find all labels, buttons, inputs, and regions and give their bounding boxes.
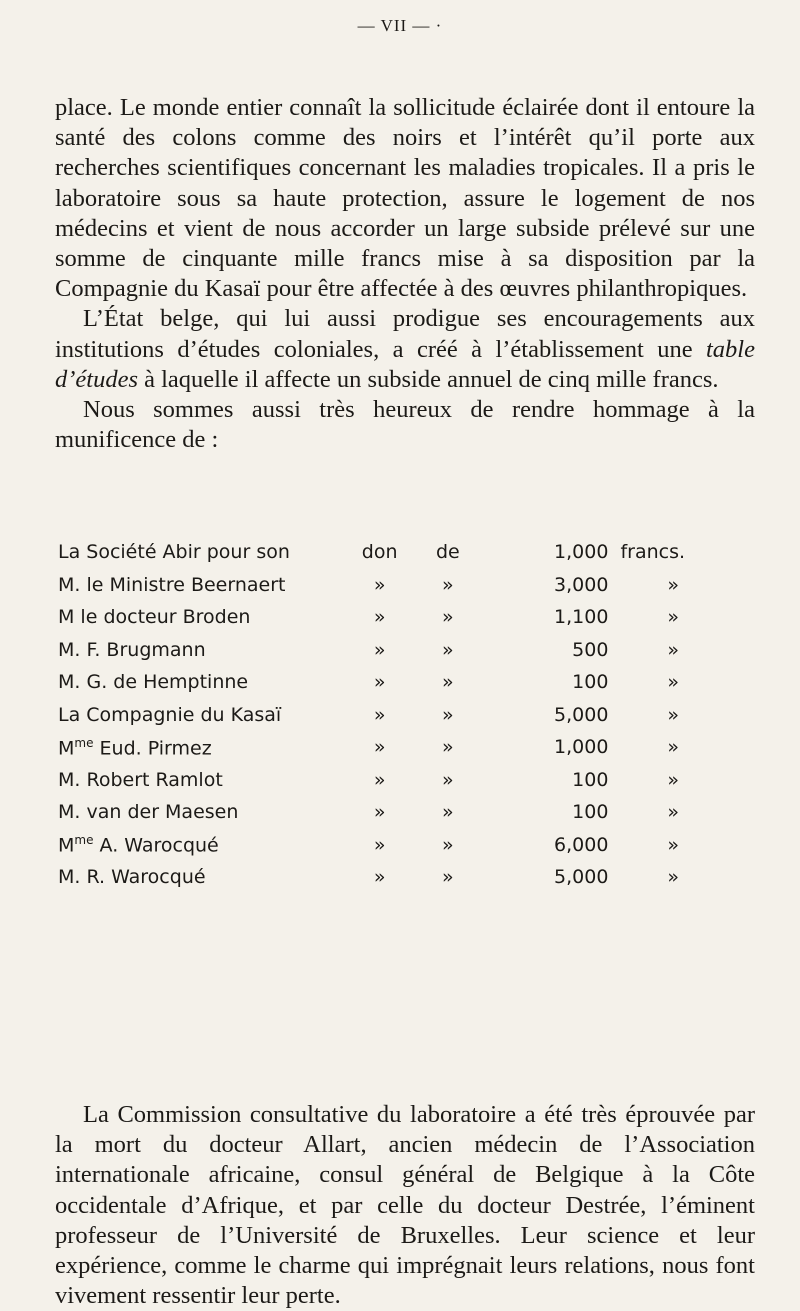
paragraph-sovereign: place. Le monde entier connaît la sollicitude éclairée dont il entoure la santé des colons comme des noirs et l’intérêt qu’il porte aux recherches scientifiques concernant les maladies tropicales. Il a pris le laboratoire sous sa haute protection, assure le logement de nos médecins et vient de nous accorder un large subside prélevé sur une somme de cinquante mille francs mise à sa disposition par la Compagnie du Kasaï pour être affectée à des œuvres philanthropiques. — [55, 94, 755, 303]
donor-ditto-1: » — [373, 866, 386, 889]
donor-name-prefix: M — [58, 834, 75, 857]
donor-unit: francs. — [620, 541, 686, 564]
donor-row — [58, 569, 738, 602]
donor-name: M. R. Warocqué — [58, 866, 206, 889]
donor-row — [58, 699, 738, 732]
donor-ditto-1: » — [373, 736, 386, 759]
donor-row — [58, 666, 738, 699]
donor-ditto-1: don — [361, 541, 398, 564]
donor-ditto-2: » — [442, 606, 454, 629]
donor-name-prefix: M — [58, 736, 75, 759]
donor-unit: » — [667, 736, 680, 759]
donor-ditto-2: » — [442, 833, 454, 856]
donor-amount: 1,000 — [554, 541, 609, 564]
donor-row — [58, 829, 738, 862]
donor-name-rest: A. Warocqué — [93, 834, 219, 857]
donor-name-superscript: me — [74, 735, 94, 750]
donor-amount: 1,100 — [554, 606, 609, 629]
donor-amount: 500 — [572, 638, 609, 661]
donor-ditto-2: de — [435, 541, 460, 564]
donor-name — [58, 731, 345, 764]
donor-row — [58, 764, 738, 797]
donor-unit: » — [667, 866, 680, 889]
donor-unit: » — [667, 768, 680, 791]
donor-name-rest: Eud. Pirmez — [93, 736, 212, 759]
italic-table-d-etudes: table d’études — [55, 335, 755, 393]
donor-row — [58, 861, 738, 894]
donor-ditto-2: » — [442, 866, 454, 889]
donor-name: M. F. Brugmann — [58, 638, 206, 661]
donor-amount: 5,000 — [554, 866, 609, 889]
donor-unit: » — [667, 671, 680, 694]
donor-row — [58, 536, 738, 569]
donor-unit: » — [667, 801, 680, 824]
donors-table — [58, 536, 738, 894]
donor-unit: » — [667, 833, 680, 856]
body-text-top — [55, 93, 755, 455]
paragraph-belgian-state-after: à laquelle il affecte un subside annuel de cinq mille francs. — [138, 365, 719, 393]
donor-amount: 1,000 — [554, 736, 609, 759]
paragraph-homage: Nous sommes aussi très heureux de rendre hommage à la munificence de : — [55, 396, 755, 454]
donor-name: M. Robert Ramlot — [58, 768, 223, 791]
donor-ditto-2: » — [442, 768, 454, 791]
donor-ditto-2: » — [442, 736, 454, 759]
donor-name: M. van der Maesen — [58, 801, 239, 824]
donor-unit: » — [667, 573, 680, 596]
donor-ditto-1: » — [373, 833, 386, 856]
donor-ditto-1: » — [373, 606, 386, 629]
donor-amount: 3,000 — [554, 573, 609, 596]
donor-name — [58, 829, 345, 862]
donor-row — [58, 601, 738, 634]
donor-row — [58, 634, 738, 667]
donor-name: M le docteur Broden — [58, 606, 251, 629]
donor-amount: 100 — [572, 768, 609, 791]
donor-ditto-1: » — [373, 703, 386, 726]
donor-unit: » — [667, 638, 680, 661]
donor-ditto-1: » — [373, 638, 386, 661]
donor-ditto-1: » — [373, 768, 386, 791]
donor-name-superscript: me — [74, 833, 94, 848]
donor-name: M. le Ministre Beernaert — [58, 573, 286, 596]
donor-name: La Société Abir pour son — [58, 541, 290, 564]
page-number-header: — VII — · — [357, 16, 443, 35]
donor-name: La Compagnie du Kasaï — [58, 703, 282, 726]
donor-amount: 5,000 — [554, 703, 609, 726]
body-text-bottom — [55, 1100, 755, 1311]
donor-amount: 100 — [572, 801, 609, 824]
donor-ditto-2: » — [442, 801, 454, 824]
paragraph-commission: La Commission consultative du laboratoire a été très éprouvée par la mort du docteur Allart, ancien médecin de l’Association internationale africaine, consul général de Belgique à la Côte occidentale d’Afrique, et par celle du docteur Destrée, l’éminent professeur de l’Université de Bruxelles. Leur science et leur expérience, comme le charme qui imprégnait leurs relations, nous font vivement ressentir leur perte. — [55, 1101, 755, 1310]
donor-ditto-1: » — [373, 801, 386, 824]
donor-amount: 100 — [572, 671, 609, 694]
donor-row — [58, 731, 738, 764]
paragraph-belgian-state-before: L’État belge, qui lui aussi prodigue ses encouragements aux institutions d’études coloniales, a créé à l’établissement une — [55, 305, 755, 363]
donor-unit: » — [667, 606, 680, 629]
donor-ditto-2: » — [442, 573, 454, 596]
donor-ditto-2: » — [442, 638, 454, 661]
donor-row — [58, 796, 738, 829]
donor-name: M. G. de Hemptinne — [58, 671, 249, 694]
donor-amount: 6,000 — [554, 833, 609, 856]
donor-ditto-2: » — [442, 671, 454, 694]
donor-ditto-1: » — [373, 671, 386, 694]
paragraph-belgian-state — [55, 304, 755, 395]
donor-ditto-2: » — [442, 703, 454, 726]
donor-unit: » — [667, 703, 680, 726]
donor-ditto-1: » — [373, 573, 386, 596]
